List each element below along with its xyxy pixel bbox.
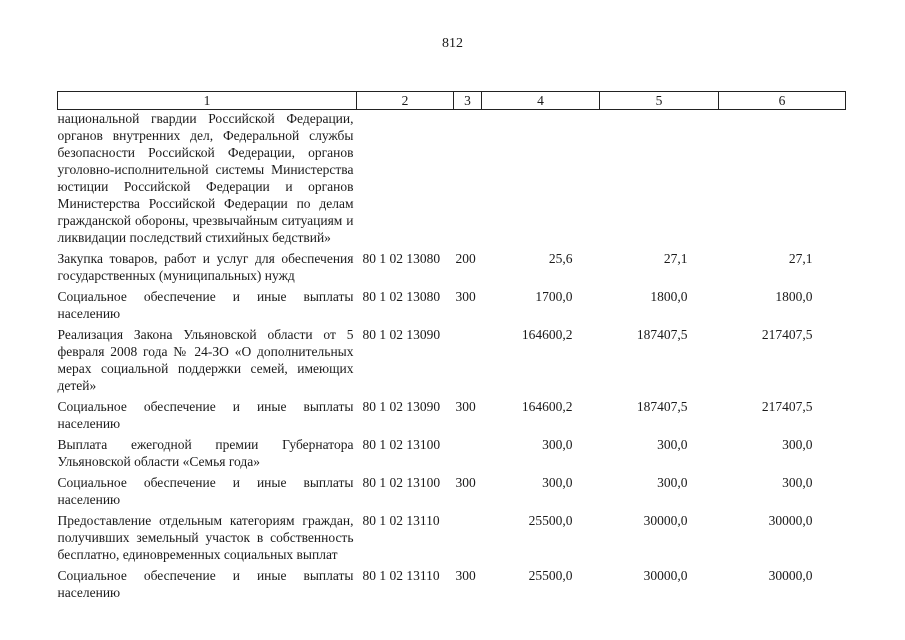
row-type <box>454 512 482 567</box>
table-body <box>58 110 846 602</box>
row-value-6: 217407,5 <box>761 399 813 414</box>
row-type: 300 <box>455 399 476 414</box>
header-col-1: 1 <box>58 92 357 110</box>
row-code: 80 1 02 13110 <box>362 513 440 528</box>
table-row <box>58 398 846 436</box>
row-value-4: 25500,0 <box>528 568 573 583</box>
row-value-4: 25500,0 <box>528 513 573 528</box>
row-code: 80 1 02 13080 <box>362 251 441 266</box>
row-value-4: 164600,2 <box>521 399 573 414</box>
table-row <box>58 110 846 251</box>
row-name: Закупка товаров, работ и услуг для обеспечения государственных (муниципальных) нужд <box>57 251 354 283</box>
row-code: 80 1 02 13110 <box>362 568 440 583</box>
table-row <box>58 436 846 474</box>
table-header <box>58 92 846 110</box>
table-row <box>58 474 846 512</box>
table-row <box>58 567 846 601</box>
row-code: 80 1 02 13080 <box>362 289 441 304</box>
row-value-6: 27,1 <box>788 251 813 266</box>
row-value-5: 187407,5 <box>636 327 688 342</box>
row-type: 300 <box>455 289 476 304</box>
row-type: 300 <box>455 475 476 490</box>
table-row <box>58 288 846 326</box>
row-code <box>357 110 454 251</box>
row-name: Предоставление отдельным категориям граждан, получивших земельный участок в собственность бесплатно, единовременных социальных выплат <box>57 513 354 562</box>
row-value-6: 30000,0 <box>768 568 813 583</box>
row-value-6: 217407,5 <box>761 327 813 342</box>
row-code: 80 1 02 13100 <box>362 437 441 452</box>
header-col-5: 5 <box>600 92 719 110</box>
row-value-4: 300,0 <box>542 437 573 452</box>
budget-table <box>57 91 846 601</box>
row-value-6 <box>719 110 846 251</box>
header-col-2: 2 <box>357 92 454 110</box>
row-value-6: 300,0 <box>782 475 813 490</box>
row-code: 80 1 02 13100 <box>362 475 441 490</box>
row-code: 80 1 02 13090 <box>362 327 441 342</box>
row-value-6: 30000,0 <box>768 513 813 528</box>
page-number: 812 <box>442 36 463 51</box>
row-value-5: 187407,5 <box>636 399 688 414</box>
row-type: 300 <box>455 568 476 583</box>
row-value-4: 1700,0 <box>535 289 573 304</box>
row-value-5: 27,1 <box>663 251 688 266</box>
row-value-5: 300,0 <box>657 475 688 490</box>
row-value-4: 25,6 <box>548 251 573 266</box>
row-name: Социальное обеспечение и иные выплаты населению <box>57 568 354 600</box>
row-value-4: 300,0 <box>542 475 573 490</box>
row-value-5: 30000,0 <box>643 513 688 528</box>
row-value-5: 30000,0 <box>643 568 688 583</box>
header-row <box>58 92 846 110</box>
table-row <box>58 326 846 398</box>
row-type <box>454 110 482 251</box>
row-name: Выплата ежегодной премии Губернатора Ульяновской области «Семья года» <box>57 437 354 469</box>
table-row <box>58 512 846 567</box>
row-value-5: 1800,0 <box>650 289 688 304</box>
row-type <box>454 436 482 474</box>
header-col-3: 3 <box>454 92 482 110</box>
row-type <box>454 326 482 398</box>
row-value-5 <box>600 110 719 251</box>
table-row <box>58 250 846 288</box>
row-code: 80 1 02 13090 <box>362 399 441 414</box>
row-value-6: 1800,0 <box>775 289 813 304</box>
row-name: национальной гвардии Российской Федерации, органов внутренних дел, Федеральной службы безопасности Российской Федерации, органов уголовно-исполнительной системы Министерства юстиции Российской Федерации и органов Министерства Российской Федерации по делам гражданской обороны, чрезвычайным ситуациям и ликвидации последствий стихийных бедствий» <box>57 111 354 245</box>
row-name: Социальное обеспечение и иные выплаты населению <box>57 289 354 321</box>
row-value-6: 300,0 <box>782 437 813 452</box>
header-col-4: 4 <box>482 92 600 110</box>
row-type: 200 <box>455 251 476 266</box>
row-name: Социальное обеспечение и иные выплаты населению <box>57 399 354 431</box>
row-value-4 <box>482 110 600 251</box>
header-col-6: 6 <box>719 92 846 110</box>
row-value-4: 164600,2 <box>521 327 573 342</box>
row-value-5: 300,0 <box>657 437 688 452</box>
row-name: Реализация Закона Ульяновской области от 5 февраля 2008 года № 24-ЗО «О дополнительных мерах социальной поддержки семей, имеющих детей» <box>57 327 354 393</box>
row-name: Социальное обеспечение и иные выплаты населению <box>57 475 354 507</box>
